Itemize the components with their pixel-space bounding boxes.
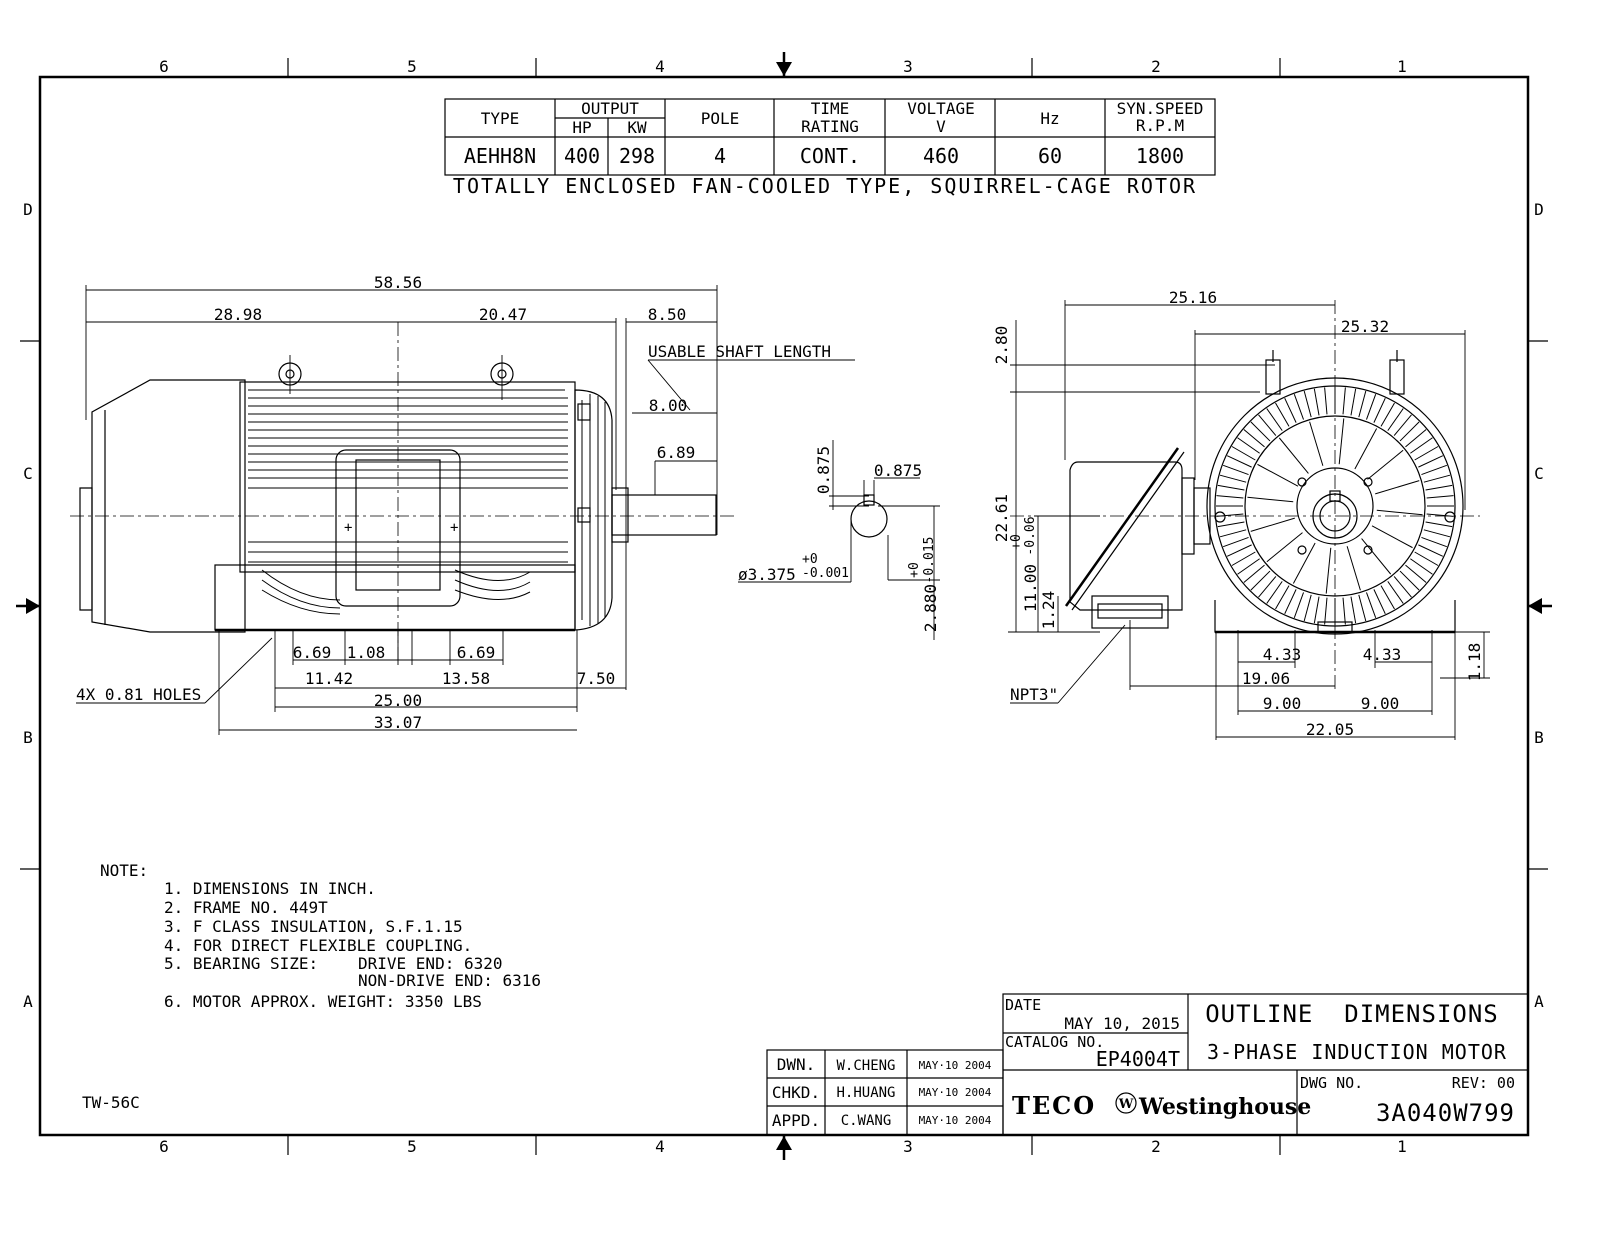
date-chkd: MAY·10 2004	[918, 1086, 992, 1099]
dim-280: 2.80	[992, 325, 1011, 365]
value-time-rating: CONT.	[799, 144, 861, 168]
dim-2532: 25.32	[1340, 317, 1390, 336]
dim-750: 7.50	[576, 669, 616, 688]
dim-3307: 33.07	[373, 713, 423, 732]
cooling-fin	[1424, 475, 1450, 482]
brand-teco: TECO	[1012, 1091, 1097, 1120]
title-block	[1003, 994, 1528, 1135]
dwg-no-label: DWG NO.	[1300, 1074, 1364, 1092]
dim-433b: 4.33	[1362, 645, 1402, 664]
bolt-icon	[1298, 546, 1306, 554]
note-item: 6. MOTOR APPROX. WEIGHT: 3350 LBS	[164, 992, 482, 1011]
svg-text:+: +	[344, 520, 353, 536]
name-chkd: H.HUANG	[836, 1085, 896, 1101]
cooling-fin	[1325, 598, 1327, 625]
cooling-fin	[1218, 522, 1245, 527]
date-appd: MAY·10 2004	[918, 1114, 992, 1127]
note-item: 2. FRAME NO. 449T	[164, 898, 328, 917]
value-kw: 298	[618, 144, 656, 168]
row-right: B	[1534, 728, 1544, 747]
inner-rib	[1372, 526, 1413, 548]
drawing-date: MAY 10, 2015	[1064, 1014, 1180, 1033]
inner-rib	[1355, 428, 1377, 469]
dim-overall: 58.56	[373, 273, 423, 292]
cooling-fin	[1276, 403, 1290, 426]
note-item: 3. F CLASS INSULATION, S.F.1.15	[164, 917, 463, 936]
header-output: OUTPUT	[581, 99, 639, 118]
header-type: TYPE	[480, 109, 520, 128]
value-voltage: 460	[922, 144, 960, 168]
svg-text:W: W	[1118, 1097, 1134, 1112]
cooling-fin	[1366, 592, 1375, 617]
row-left: D	[23, 200, 33, 219]
dim-900a: 9.00	[1262, 694, 1302, 713]
cooling-fin	[1276, 586, 1290, 609]
side-view	[70, 273, 855, 735]
row-left: B	[23, 728, 33, 747]
inner-rib	[1267, 533, 1303, 562]
header-kw: KW	[627, 118, 647, 137]
side-dimensions	[76, 273, 855, 735]
bearing-non-drive-end: NON-DRIVE END: 6316	[358, 971, 542, 990]
dim-689: 6.89	[656, 443, 696, 462]
zone-bottom: 5	[407, 1137, 417, 1156]
depth-tol-minus: -0.015	[922, 536, 937, 584]
cooling-fin	[1343, 598, 1345, 625]
lifting-eye-icon	[491, 355, 513, 400]
arrow-icon	[16, 598, 40, 614]
dim-2047: 20.47	[478, 305, 528, 324]
cooling-fin	[1374, 398, 1385, 422]
row-right: C	[1534, 464, 1544, 483]
value-syn-speed: 1800	[1135, 144, 1185, 168]
usable-shaft-label: USABLE SHAFT LENGTH	[648, 342, 832, 361]
inner-rib	[1247, 497, 1293, 502]
cooling-fin	[1381, 403, 1395, 426]
dim-108: 1.08	[346, 643, 386, 662]
inner-rib	[1362, 539, 1391, 575]
header-hz: Hz	[1040, 109, 1060, 128]
inner-rib	[1251, 518, 1295, 531]
drawing-subtitle: 3-PHASE INDUCTION MOTOR	[1207, 1040, 1507, 1064]
brand-westinghouse: Westinghouse	[1139, 1094, 1312, 1120]
svg-text:+: +	[450, 520, 459, 536]
drawing-frame	[20, 58, 1548, 1155]
key-height: 0.875	[814, 445, 833, 495]
dim-1100: 11.00	[1021, 563, 1040, 613]
catalog-label: CATALOG NO.	[1005, 1033, 1105, 1051]
inner-rib	[1279, 438, 1308, 474]
inner-rib	[1310, 422, 1323, 466]
inner-rib	[1375, 481, 1419, 494]
header-voltage: VOLTAGE	[907, 99, 975, 118]
row-right: D	[1534, 200, 1544, 219]
cooling-fin	[1343, 387, 1345, 414]
cooling-fin	[1351, 597, 1356, 624]
drawing-number: 3A040W799	[1375, 1099, 1515, 1127]
notes-title: NOTE:	[100, 861, 149, 880]
dim-1906: 19.06	[1241, 669, 1291, 688]
dim-1100-plus: +0	[1009, 534, 1024, 550]
frame-fins	[240, 382, 575, 572]
inner-rib	[1257, 464, 1298, 486]
zone-top: 3	[903, 57, 913, 76]
cooling-fin	[1426, 485, 1453, 490]
cooling-fin	[1418, 456, 1442, 467]
cooling-fin	[1366, 394, 1375, 419]
bolt-icon	[1445, 512, 1455, 522]
catalog-number: EP4004T	[1095, 1047, 1180, 1071]
dim-850: 8.50	[647, 305, 687, 324]
value-pole: 4	[713, 144, 727, 168]
arrow-icon	[776, 52, 792, 76]
row-left: C	[23, 464, 33, 483]
drawing-title: OUTLINE DIMENSIONS	[1205, 1000, 1499, 1028]
header-time: TIME	[810, 99, 850, 118]
key-width: 0.875	[873, 461, 923, 480]
role-appd: APPD.	[771, 1111, 821, 1130]
teco-westinghouse-logo	[1012, 1091, 1311, 1120]
cooling-fin	[1285, 398, 1296, 422]
row-left: A	[23, 992, 33, 1011]
cooling-fin	[1359, 595, 1366, 621]
arrow-icon	[776, 1136, 792, 1160]
role-chkd: CHKD.	[771, 1083, 821, 1102]
cooling-fin	[1232, 447, 1255, 461]
zone-bottom: 6	[159, 1137, 169, 1156]
zone-bottom: 1	[1397, 1137, 1407, 1156]
zone-top: 6	[159, 57, 169, 76]
dim-118: 1.18	[1465, 642, 1484, 682]
cooling-fin	[1374, 589, 1385, 613]
cooling-fin	[1421, 537, 1446, 546]
cooling-fin	[1218, 485, 1245, 490]
inner-rib	[1293, 543, 1315, 584]
note-item: 1. DIMENSIONS IN INCH.	[164, 879, 376, 898]
depth-tol-plus: +0	[907, 562, 922, 578]
cooling-fin	[1304, 595, 1311, 621]
value-type: AEHH8N	[463, 144, 537, 168]
cooling-fin	[1351, 389, 1356, 416]
cooling-fin	[1304, 391, 1311, 417]
header-rpm: R.P.M	[1135, 116, 1185, 135]
cooling-fin	[1314, 389, 1319, 416]
note-item: 4. FOR DIRECT FLEXIBLE COUPLING.	[164, 936, 473, 955]
dim-1100-minus: -0.06	[1023, 516, 1038, 556]
role-dwn: DWN.	[776, 1055, 816, 1074]
shaft-detail	[738, 440, 940, 640]
dim-2516: 25.16	[1168, 288, 1218, 307]
cooling-fin	[1232, 552, 1255, 566]
zone-top: 1	[1397, 57, 1407, 76]
inner-rib	[1347, 546, 1360, 590]
cooling-fin	[1359, 391, 1366, 417]
name-dwn: W.CHENG	[836, 1058, 896, 1074]
header-synspeed: SYN.SPEED	[1116, 99, 1204, 118]
dim-1142: 11.42	[304, 669, 354, 688]
cooling-fin	[1381, 586, 1395, 609]
dim-900b: 9.00	[1360, 694, 1400, 713]
cooling-fin	[1216, 496, 1243, 498]
end-view	[992, 288, 1490, 740]
dim-800: 8.00	[648, 396, 688, 415]
holes-label: 4X 0.81 HOLES	[76, 685, 202, 704]
bearing-drive-end: DRIVE END: 6320	[358, 954, 503, 973]
cooling-fin	[1285, 589, 1296, 613]
value-hp: 400	[563, 144, 601, 168]
cooling-fin	[1424, 530, 1450, 537]
zone-bottom: 2	[1151, 1137, 1161, 1156]
dia-tol-plus: +0	[802, 552, 818, 567]
cooling-fin	[1223, 537, 1248, 546]
arrow-icon	[1528, 598, 1552, 614]
dim-669b: 6.69	[456, 643, 496, 662]
bolt-icon	[1215, 512, 1225, 522]
cooling-fin	[1421, 465, 1446, 474]
spec-table	[445, 99, 1215, 198]
dim-2205: 22.05	[1305, 720, 1355, 739]
name-appd: C.WANG	[840, 1113, 892, 1129]
npt-label: NPT3"	[1010, 685, 1059, 704]
zone-top: 4	[655, 57, 665, 76]
rev-label: REV: 00	[1451, 1074, 1515, 1092]
inner-rib	[1377, 510, 1423, 515]
cooling-fin	[1427, 496, 1454, 498]
cooling-fin	[1227, 456, 1251, 467]
approval-block	[767, 1050, 1003, 1135]
motor-description: TOTALLY ENCLOSED FAN-COOLED TYPE, SQUIRREL-CAGE ROTOR	[452, 174, 1198, 198]
date-dwn: MAY·10 2004	[918, 1059, 992, 1072]
inner-rib	[1326, 548, 1331, 594]
cooling-fin	[1294, 592, 1303, 617]
dim-669a: 6.69	[292, 643, 332, 662]
shaft-diameter: ø3.375	[738, 565, 796, 584]
inner-rib	[1339, 418, 1344, 464]
cooling-fin	[1223, 465, 1248, 474]
zone-top: 5	[407, 57, 417, 76]
cooling-fin	[1294, 394, 1303, 419]
cooling-fin	[1418, 545, 1442, 556]
header-hp: HP	[572, 118, 592, 137]
cooling-fin	[1415, 552, 1438, 566]
dim-124: 1.24	[1039, 590, 1058, 630]
note-item: 5. BEARING SIZE:	[164, 954, 319, 973]
date-label: DATE	[1005, 996, 1042, 1014]
dim-2500: 25.00	[373, 691, 423, 710]
westinghouse-w-icon	[1116, 1093, 1136, 1113]
cooling-fin	[1426, 522, 1453, 527]
header-v: V	[936, 117, 946, 136]
header-pole: POLE	[700, 109, 740, 128]
cooling-fin	[1227, 545, 1251, 556]
header-rating: RATING	[801, 117, 859, 136]
zone-bottom: 3	[903, 1137, 913, 1156]
cooling-fin	[1220, 530, 1246, 537]
cooling-fin	[1220, 475, 1246, 482]
notes	[100, 861, 541, 1011]
cooling-fin	[1325, 387, 1327, 414]
dim-433a: 4.33	[1262, 645, 1302, 664]
inner-rib	[1368, 450, 1404, 479]
dia-tol-minus: -0.001	[802, 566, 849, 581]
lifting-eye-icon	[279, 355, 301, 394]
shaft-depth: 2.880	[921, 583, 940, 633]
cooling-fin	[1415, 447, 1438, 461]
row-right: A	[1534, 992, 1544, 1011]
zone-bottom: 4	[655, 1137, 665, 1156]
dim-2261: 22.61	[992, 493, 1011, 543]
dim-2898: 28.98	[213, 305, 263, 324]
form-code: TW-56C	[82, 1093, 140, 1112]
value-hz: 60	[1037, 144, 1063, 168]
zone-top: 2	[1151, 57, 1161, 76]
cooling-fin	[1314, 597, 1319, 624]
dim-1358: 13.58	[441, 669, 491, 688]
